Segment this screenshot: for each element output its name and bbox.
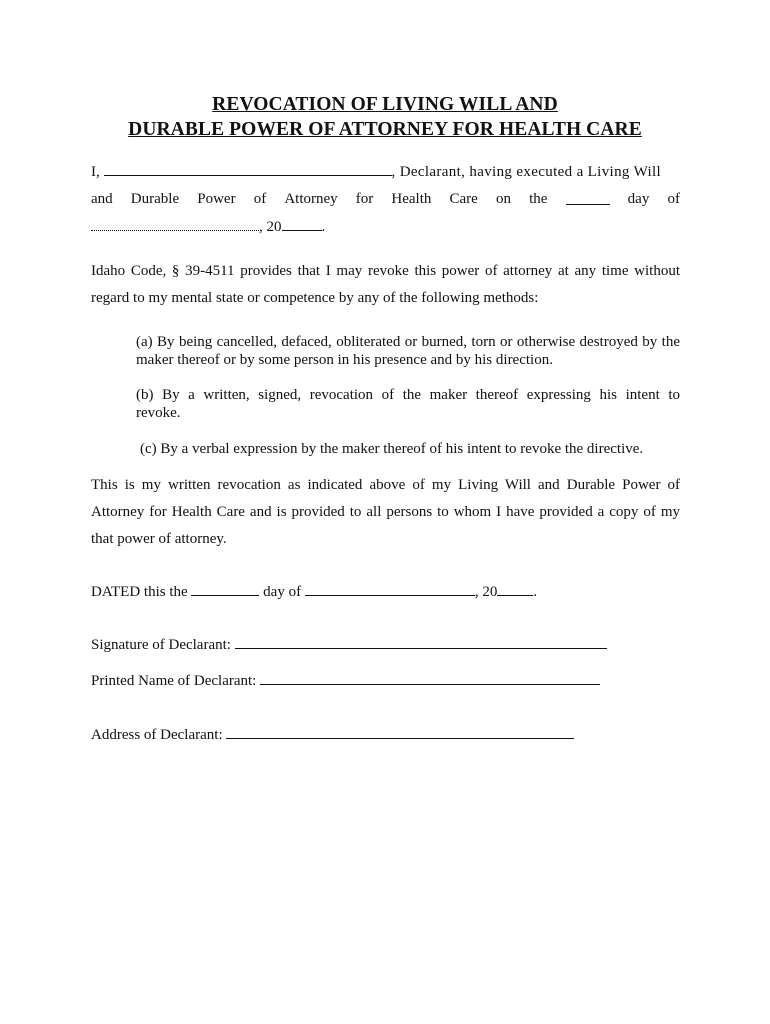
period: .	[533, 584, 538, 600]
method-b-line2: revoke.	[136, 405, 181, 421]
month-blank[interactable]	[91, 230, 259, 231]
intro-i: I,	[91, 164, 100, 180]
signature-blank[interactable]	[235, 648, 607, 649]
dated-month-blank[interactable]	[305, 595, 475, 596]
intro-line3	[91, 218, 680, 236]
printed-name-blank[interactable]	[260, 684, 600, 685]
intro-year-prefix: , 20	[259, 219, 282, 235]
word: of	[253, 191, 267, 207]
intro-declarant-text: , Declarant, having executed a Living Will	[391, 164, 662, 180]
word: and	[91, 191, 113, 207]
word: of	[667, 191, 680, 207]
word: Health	[391, 191, 432, 207]
word: for	[355, 191, 374, 207]
word: the	[529, 191, 548, 207]
word: Durable	[130, 191, 180, 207]
method-a-line1: (a) By being cancelled, defaced, obliterated or burned, torn or otherwise destroyed by the	[136, 334, 680, 350]
statute-line1: Idaho Code, § 39-4511 provides that I may revoke this power of attorney at any time without	[91, 263, 680, 279]
dated-prefix: DATED this the	[91, 584, 188, 600]
address-blank[interactable]	[226, 738, 574, 739]
revocation-line3: that power of attorney.	[91, 531, 227, 547]
signature-line	[91, 636, 680, 654]
declarant-name-blank[interactable]	[104, 175, 392, 176]
word: Power	[197, 191, 236, 207]
word: day	[627, 191, 650, 207]
document-title-line2: DURABLE POWER OF ATTORNEY FOR HEALTH CARE	[128, 119, 642, 140]
year-blank[interactable]	[282, 230, 322, 231]
address-label: Address of Declarant:	[91, 727, 223, 743]
dated-line	[91, 583, 680, 601]
address-line	[91, 726, 680, 744]
intro-line2	[91, 190, 680, 208]
word: Attorney	[284, 191, 338, 207]
method-b-line1: (b) By a written, signed, revocation of the maker thereof expressing his intent to	[136, 387, 680, 403]
day-blank[interactable]	[566, 204, 610, 205]
dated-year-blank[interactable]	[497, 595, 533, 596]
revocation-line2: Attorney for Health Care and is provided to all persons to whom I have provided a copy of my	[91, 504, 680, 520]
statute-line2: regard to my mental state or competence by any of the following methods:	[91, 290, 539, 306]
revocation-line1: This is my written revocation as indicated above of my Living Will and Durable Power of	[91, 477, 680, 493]
dated-day-of: day of	[263, 584, 302, 600]
period: .	[321, 219, 326, 235]
document-title-line1: REVOCATION OF LIVING WILL AND	[212, 94, 558, 115]
dated-year-prefix: , 20	[474, 584, 498, 600]
printed-name-line	[91, 672, 680, 690]
word: on	[495, 191, 511, 207]
dated-day-blank[interactable]	[191, 595, 259, 596]
method-c-line1: (c) By a verbal expression by the maker thereof of his intent to revoke the directive.	[140, 441, 644, 457]
printed-name-label: Printed Name of Declarant:	[91, 673, 257, 689]
method-a-line2: maker thereof or by some person in his presence and by his direction.	[136, 352, 553, 368]
intro-line1	[91, 163, 680, 181]
word: Care	[449, 191, 478, 207]
signature-label: Signature of Declarant:	[91, 637, 231, 653]
